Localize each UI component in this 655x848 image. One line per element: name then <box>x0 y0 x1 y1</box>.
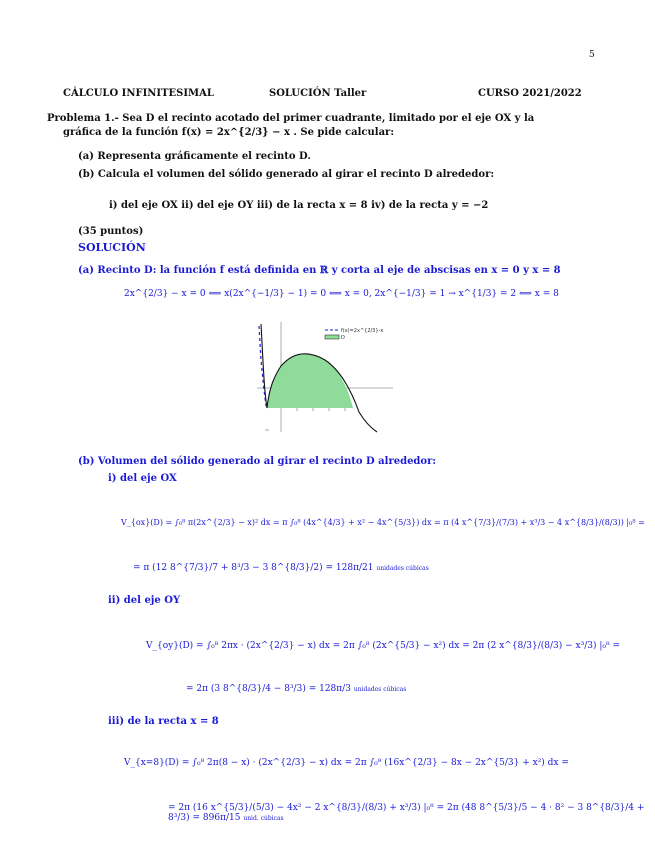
solution-i-heading: i) del eje OX <box>108 473 177 484</box>
solution-ii-eq2-line <box>186 684 406 694</box>
header-course: CÁLCULO INFINITESIMAL <box>63 88 214 99</box>
header-title: SOLUCIÓN Taller <box>269 88 367 99</box>
region-graph <box>255 320 395 434</box>
solution-ii-heading: ii) del eje OY <box>108 595 181 606</box>
solution-b-heading: (b) Volumen del sólido generado al girar el recinto D alrededor: <box>78 456 437 467</box>
problem-item-b: (b) Calcula el volumen del sólido generado al girar el recinto D alrededor: <box>78 169 495 180</box>
legend-function-label: f(x)=2x^{2/3}-x <box>341 328 384 334</box>
problem-label: Problema 1.- <box>47 113 119 124</box>
problem-statement-2: gráfica de la función f(x) = 2x^{2/3} − x . Se pide calcular: <box>63 127 395 138</box>
solution-iii-eq2-line <box>168 803 648 823</box>
solution-a-equation: 2x^{2/3} − x = 0 ⟺ x(2x^{−1/3} − 1) = 0 ⟺ x = 0, 2x^{−1/3} = 1 → x^{1/3} = 2 ⟺ x = 8 <box>124 289 559 299</box>
problem-statement-line-1 <box>47 113 534 124</box>
legend-d-label: D <box>341 335 345 341</box>
legend-swatch-d <box>325 335 339 339</box>
solution-ii-eq2: = 2π (3 8^{8/3}/4 − 8³/3) = 128π/3 <box>186 684 351 694</box>
solution-ii-units: unidades cúbicas <box>353 686 407 693</box>
solution-i-eq1: V_{ox}(D) = ∫₀⁸ π(2x^{2/3} − x)² dx = π ∫₀⁸ (4x^{4/3} + x² − 4x^{5/3}) dx = π (4 x^{7/3}/(7/3) + x³/3 − 4 x^{8/3}/(8/3)) |₀⁸ = <box>121 518 645 527</box>
solution-iii-units: unid. cúbicas <box>243 815 284 822</box>
solution-i-eq2: = π (12 8^{7/3}/7 + 8³/3 − 3 8^{8/3}/2) = 128π/21 <box>133 563 374 573</box>
problem-points: (35 puntos) <box>78 226 144 237</box>
solution-ii-eq1: V_{oy}(D) = ∫₀⁸ 2πx · (2x^{2/3} − x) dx = 2π ∫₀⁸ (2x^{5/3} − x²) dx = 2π (2 x^{8/3}/(8/3) − x³/3) |₀⁸ = <box>146 641 621 651</box>
solution-a-heading: (a) Recinto D: la función f está definida en ℝ y corta al eje de abscisas en x = 0 y x = 8 <box>78 265 561 276</box>
problem-statement-1: Sea D el recinto acotado del primer cuadrante, limitado por el eje OX y la <box>122 113 535 124</box>
region-d-fill <box>267 354 353 408</box>
problem-axes-list: i) del eje OX ii) del eje OY iii) de la recta x = 8 iv) de la recta y = −2 <box>109 200 489 211</box>
curve-dashed <box>259 326 266 406</box>
solution-iii-eq1: V_{x=8}(D) = ∫₀⁸ 2π(8 − x) · (2x^{2/3} − x) dx = 2π ∫₀⁸ (16x^{2/3} − 8x − 2x^{5/3} + x²) dx = <box>124 758 569 768</box>
page-number: 5 <box>589 50 595 60</box>
solution-title: SOLUCIÓN <box>78 241 146 254</box>
solution-i-eq2-line <box>133 563 429 573</box>
solution-i-units: unidades cúbicas <box>376 565 429 572</box>
header-year: CURSO 2021/2022 <box>478 88 582 99</box>
problem-item-a: (a) Representa gráficamente el recinto D. <box>78 151 311 162</box>
solution-iii-eq2: = 2π (16 x^{5/3}/(5/3) − 4x² − 2 x^{8/3}/(8/3) + x³/3) |₀⁸ = 2π (48 8^{5/3}/5 − 4 · 8² − 3 8^{8/3}/4 + 8³/3) = 896π/15 <box>168 803 645 823</box>
solution-iii-heading: iii) de la recta x = 8 <box>108 716 219 727</box>
